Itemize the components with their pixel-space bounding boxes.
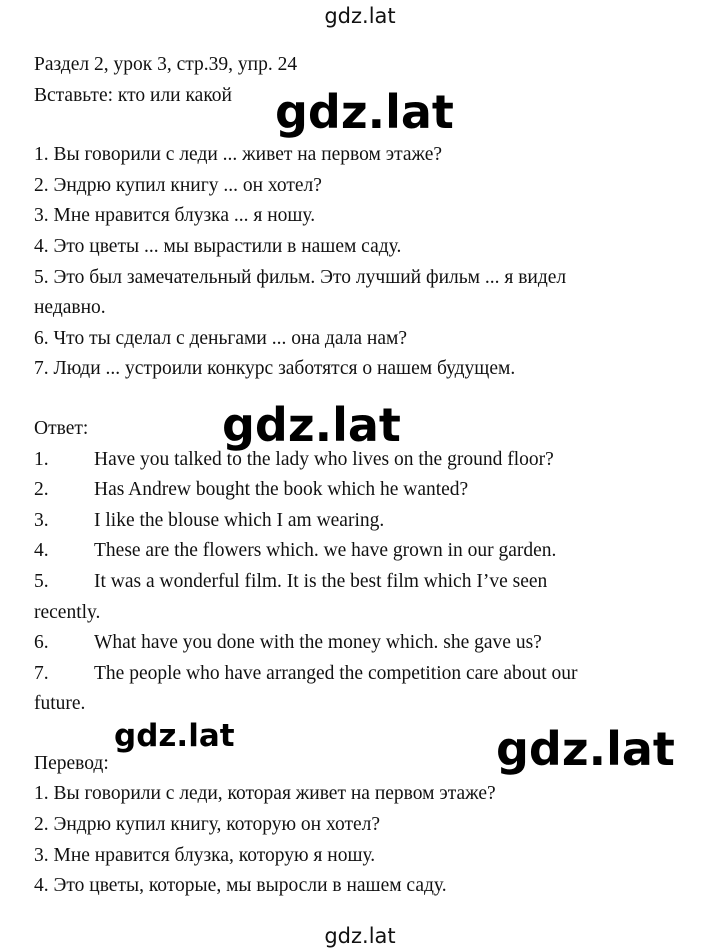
watermark-overlay: gdz.lat [114, 718, 235, 754]
answer-number: 6. [34, 632, 49, 654]
answer-text: The people who have arranged the competition care about our [94, 662, 578, 684]
answer-text: Have you talked to the lady who lives on the ground floor? [94, 448, 554, 470]
answer-number: 2. [34, 479, 49, 501]
answer-label: Ответ: [34, 417, 89, 439]
answer-item [34, 506, 714, 537]
translation-item: 1. Вы говорили с леди, которая живет на первом этаже? [34, 783, 496, 805]
exercise-item-continuation: недавно. [34, 297, 106, 319]
answer-item [34, 536, 714, 567]
watermark-overlay: gdz.lat [275, 85, 454, 139]
exercise-list [34, 140, 714, 385]
answer-number: 7. [34, 662, 49, 684]
translation-label: Перевод: [34, 752, 109, 774]
exercise-item: 2. Эндрю купил книгу ... он хотел? [34, 174, 322, 196]
exercise-item: 6. Что ты сделал с деньгами ... она дала нам? [34, 327, 408, 349]
exercise-item: 3. Мне нравится блузка ... я ношу. [34, 205, 316, 227]
answer-number: 5. [34, 570, 49, 592]
exercise-instruction: Вставьте: кто или какой [34, 84, 232, 106]
answer-text: Has Andrew bought the book which he wanted? [94, 479, 469, 501]
answer-text: These are the flowers which. we have grown in our garden. [94, 540, 557, 562]
translation-item: 3. Мне нравится блузка, которую я ношу. [34, 844, 376, 866]
answer-text: What have you done with the money which. she gave us? [94, 632, 542, 654]
exercise-item: 5. Это был замечательный фильм. Это лучший фильм ... я видел [34, 266, 567, 288]
answer-item-continuation [34, 598, 714, 629]
translation-item: 4. Это цветы, которые, мы выросли в нашем саду. [34, 875, 447, 897]
exercise-item: 7. Люди ... устроили конкурс заботятся о нашем будущем. [34, 358, 516, 380]
translation-item: 2. Эндрю купил книгу, которую он хотел? [34, 814, 381, 836]
answer-list [34, 445, 714, 720]
exercise-item: 4. Это цветы ... мы вырастили в нашем саду. [34, 235, 402, 257]
answer-item [34, 659, 714, 690]
watermark-overlay: gdz.lat [496, 722, 675, 776]
section-heading: Раздел 2, урок 3, стр.39, упр. 24 [34, 54, 298, 75]
site-watermark-bottom: gdz.lat [324, 924, 396, 948]
exercise-item: 1. Вы говорили с леди ... живет на первом этаже? [34, 144, 443, 166]
answer-text: recently. [34, 601, 101, 623]
answer-number: 4. [34, 540, 49, 562]
answer-item [34, 628, 714, 659]
answer-text: It was a wonderful film. It is the best film which I’ve seen [94, 570, 548, 592]
translation-list [34, 779, 714, 901]
answer-text: I like the blouse which I am wearing. [94, 509, 385, 531]
answer-text: future. [34, 693, 86, 715]
answer-number: 3. [34, 509, 49, 531]
answer-item-continuation [34, 689, 714, 720]
watermark-overlay: gdz.lat [222, 398, 401, 452]
answer-item [34, 567, 714, 598]
site-watermark-top: gdz.lat [324, 4, 396, 28]
answer-item [34, 475, 714, 506]
answer-number: 1. [34, 448, 49, 470]
